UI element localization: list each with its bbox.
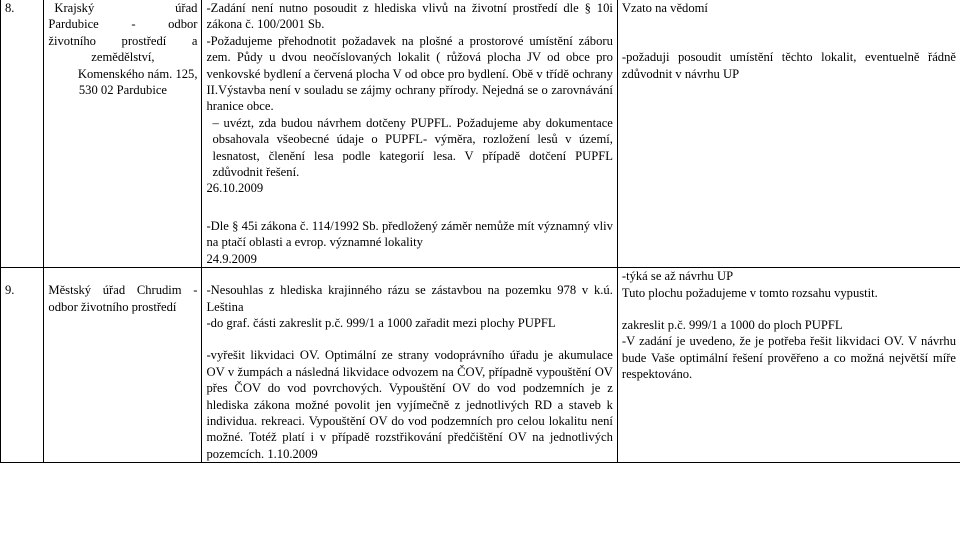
office-line: Krajský úřad [54,1,198,15]
requirements-cell [202,268,617,463]
office-cell [44,0,202,268]
response-paragraph: -V zadání je uvedeno, že je potřeba řešit likvidaci OV. V návrhu bude Vaše optimální řešení prověřeno a co možná největší míře respektováno. [621,334,956,382]
response-paragraph: -týká se až návrhu UP [621,269,734,284]
office-line: zemědělství, [91,50,155,65]
office-name [48,0,197,98]
response-paragraph: -požaduji posoudit umístění těchto lokalit, eventuelně řádně zdůvodnit v návrhu UP [621,50,956,81]
response-cell [617,268,960,463]
response-cell [617,0,960,268]
requirement-paragraph: -Nesouhlas z hlediska krajinného rázu se zástavbou na pozemku 978 v k.ú. Leština [206,283,613,314]
requirement-paragraph: -do graf. části zakreslit p.č. 999/1 a 1000 zařadit mezi plochy PUPFL [206,315,556,330]
response-paragraph: Vzato na vědomí [621,1,708,15]
requirement-paragraph: -Dle § 45i zákona č. 114/1992 Sb. předložený záměr nemůže mít významný vliv na ptačí oblasti a evrop. významné lokality [206,218,613,250]
row-number: 9. [1,268,44,463]
response-paragraph: zakreslit p.č. 999/1 a 1000 do ploch PUPFL [621,317,843,332]
requirements-cell [202,0,617,268]
table-row [1,0,960,268]
office-cell [44,268,202,463]
office-line: životního prostředí a [48,33,198,48]
row-number: 8. [1,0,44,268]
response-paragraph: Tuto plochu požadujeme v tomto rozsahu vypustit. [621,285,878,300]
office-line: Komenského nám. 125, [77,66,198,81]
requirement-paragraph: – uvézt, zda budou návrhem dotčeny PUPFL. Požadujeme aby dokumentace obsahovala všeobecné údaje o PUPFL- výměra, rozložení lesů v území, lesnatost, členění lesa podle kategorií lesa. V případě dotčení PUPFL zdůvodnit řešení. [212,115,613,180]
requirement-date: 26.10.2009 [206,181,264,196]
requirement-paragraph: -Zadání není nutno posoudit z hlediska vlivů na životní prostředí dle § 10i zákona č. 100/2001 Sb. [206,1,613,32]
requirement-paragraph: -vyřešit likvidaci OV. Optimální ze strany vodoprávního úřadu je akumulace OV v žumpách a následná likvidace odvozem na ČOV, případně vypouštění OV přes ČOV do vod povrchových. Vypouštění OV do vod podzemních je z hlediska zákona možné povolit jen vyjímečně z jednotlivých RD a staveb k individua. rekreaci. Vypouštění OV do vod podzemních pro celou lokalitu není možné. Totéž platí i v případě rozstřikování předčištění OV na jednotlivých pozemcích. 1.10.2009 [206,348,613,461]
table-row [1,268,960,463]
office-line: Městský úřad Chrudim - [48,283,198,298]
requirement-paragraph: -Požadujeme přehodnotit požadavek na plošné a prostorové umístění záboru zem. Půdy u dvou neočíslovaných lokalit ( růžová plocha JV od obce pro venkovské bydlení a červená plocha V od obce pro bydlení. Obě v třídě ochrany II.Výstavba není v souladu se zájmy ochrany přírody. Nejedná se o zarovnávání hranice obce. [206,33,613,114]
office-line: 530 02 Pardubice [78,83,167,98]
office-line: odbor životního prostředí [48,299,177,314]
office-line: Pardubice - odbor [48,17,198,32]
requirement-date: 24.9.2009 [206,251,257,266]
